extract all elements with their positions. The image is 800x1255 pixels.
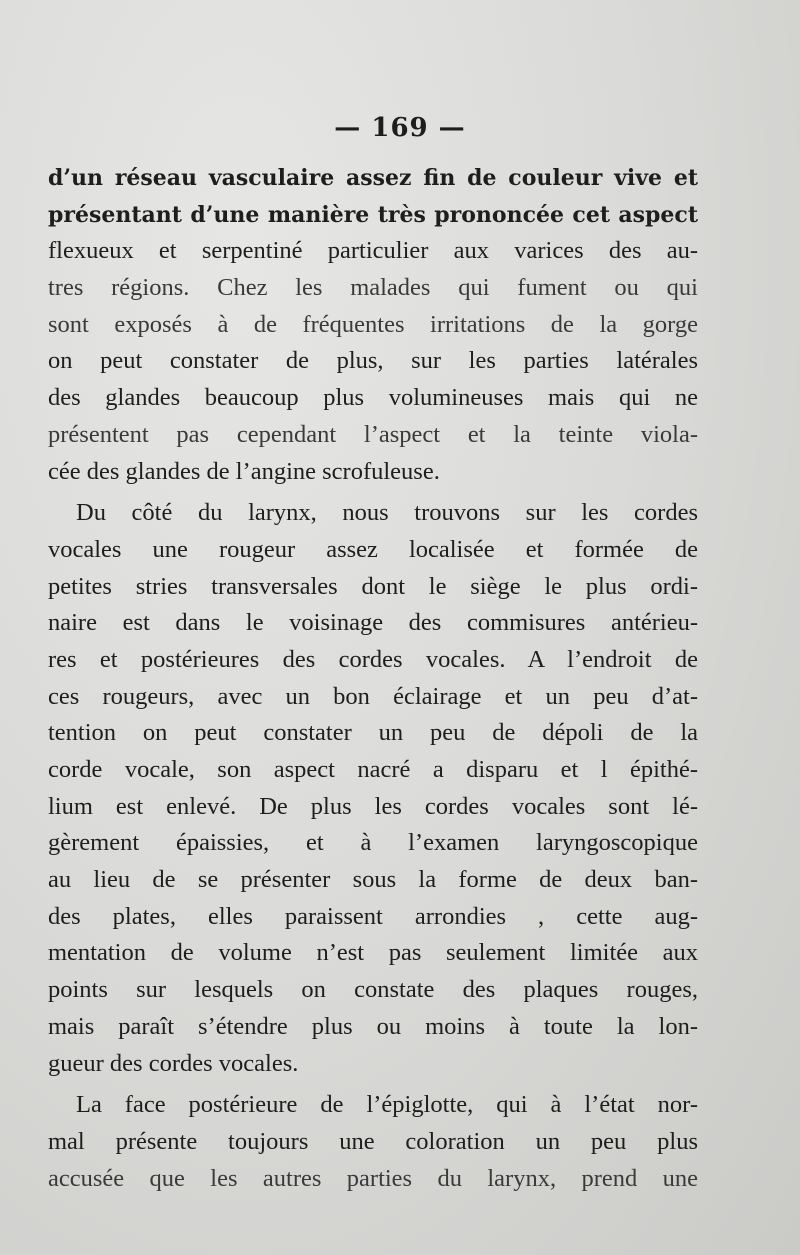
text-line: petites stries transversales dont le siège le plus ordi- bbox=[48, 572, 698, 600]
text-line: gèrement épaissies, et à l’examen laryngoscopique bbox=[48, 829, 698, 857]
text-line: accusée que les autres parties du larynx, prend une bbox=[48, 1164, 698, 1192]
text-line: mentation de volume n’est pas seulement limitée aux bbox=[48, 939, 698, 967]
page-number: — 169 — bbox=[334, 113, 466, 143]
paragraph bbox=[48, 1087, 698, 1197]
text-line: cée des glandes de l’angine scrofuleuse. bbox=[48, 457, 440, 485]
text-line: tention on peut constater un peu de dépoli de la bbox=[48, 719, 698, 747]
text-line: tres régions. Chez les malades qui fument ou qui bbox=[48, 274, 698, 302]
text-line: flexueux et serpentiné particulier aux varices des au- bbox=[48, 237, 698, 265]
text-line: mais paraît s’étendre plus ou moins à toute la lon- bbox=[48, 1012, 698, 1040]
paragraph bbox=[48, 495, 698, 1082]
text-line: des plates, elles paraissent arrondies , cette aug- bbox=[48, 902, 698, 930]
text-line: gueur des cordes vocales. bbox=[48, 1049, 299, 1077]
text-line: lium est enlevé. De plus les cordes vocales sont lé- bbox=[48, 792, 698, 820]
text-line: présentant d’une manière très prononcée cet aspect bbox=[48, 201, 698, 228]
text-line: au lieu de se présenter sous la forme de deux ban- bbox=[48, 866, 698, 894]
text-line: mal présente toujours une coloration un peu plus bbox=[48, 1127, 698, 1155]
text-line: La face postérieure de l’épiglotte, qui à l’état nor- bbox=[76, 1091, 698, 1119]
text-line: sont exposés à de fréquentes irritations de la gorge bbox=[48, 310, 698, 338]
body-text bbox=[48, 160, 698, 1197]
text-line: res et postérieures des cordes vocales. A l’endroit de bbox=[48, 645, 698, 673]
text-line: naire est dans le voisinage des commisures antérieu- bbox=[48, 609, 698, 637]
paragraph bbox=[48, 160, 698, 490]
text-line: d’un réseau vasculaire assez fin de couleur vive et bbox=[48, 165, 698, 191]
text-line: des glandes beaucoup plus volumineuses mais qui ne bbox=[48, 384, 698, 412]
text-line: points sur lesquels on constate des plaques rouges, bbox=[48, 976, 698, 1004]
text-line: on peut constater de plus, sur les parties latérales bbox=[48, 347, 698, 375]
text-line: présentent pas cependant l’aspect et la teinte viola- bbox=[48, 420, 698, 448]
text-line: corde vocale, son aspect nacré a disparu et l épithé- bbox=[48, 756, 698, 783]
text-line: Du côté du larynx, nous trouvons sur les cordes bbox=[76, 499, 698, 527]
text-line: vocales une rougeur assez localisée et formée de bbox=[48, 535, 698, 563]
text-line: ces rougeurs, avec un bon éclairage et un peu d’at- bbox=[48, 682, 698, 710]
